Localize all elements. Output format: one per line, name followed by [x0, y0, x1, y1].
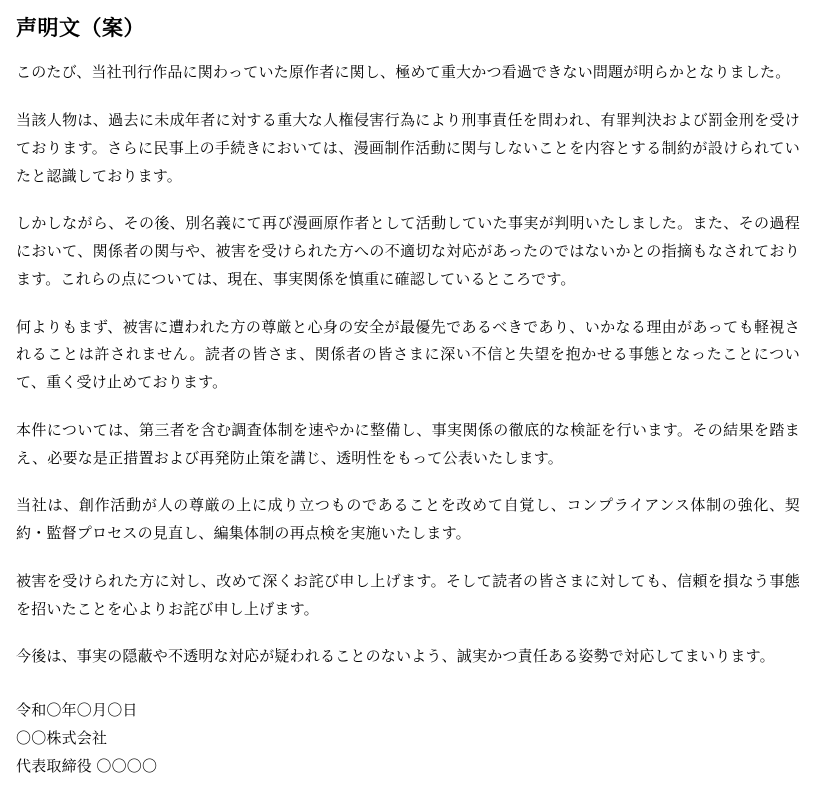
paragraph-5: 本件については、第三者を含む調査体制を速やかに整備し、事実関係の徹底的な検証を行います。その結果を踏まえ、必要な是正措置および再発防止策を講じ、透明性をもって公表いたします。 [16, 421, 800, 467]
paragraph-3: しかしながら、その後、別名義にて再び漫画原作者として活動していた事実が判明いたしました。また、その過程において、関係者の関与や、被害を受けられた方への不適切な対応があったのではないかとの指摘もなされております。これらの点については、現在、事実関係を慎重に確認しているところです。 [16, 215, 800, 288]
page-title: 声明文（案） [16, 17, 145, 40]
signature-company: 〇〇株式会社 [16, 729, 108, 747]
paragraph-4: 何よりもまず、被害に遭われた方の尊厳と心身の安全が最優先であるべきであり、いかなる理由があっても軽視されることは許されません。読者の皆さま、関係者の皆さまに深い不信と失望を抱かせる事態となったことについて、重く受け止めております。 [16, 318, 800, 392]
signature-date: 令和〇年〇月〇日 [16, 702, 138, 720]
signature-block [16, 697, 800, 780]
paragraph-2: 当該人物は、過去に未成年者に対する重大な人権侵害行為により刑事責任を問われ、有罪判決および罰金刑を受けております。さらに民事上の手続きにおいては、漫画制作活動に関与しないことを内容とする制約が設けられていたと認識しております。 [16, 112, 800, 185]
paragraph-7: 被害を受けられた方に対し、改めて深くお詫び申し上げます。そして読者の皆さまに対しても、信頼を損なう事態を招いたことを心よりお詫び申し上げます。 [16, 572, 800, 618]
paragraph-8: 今後は、事実の隠蔽や不透明な対応が疑われることのないよう、誠実かつ責任ある姿勢で対応してまいります。 [16, 648, 775, 666]
signature-representative: 代表取締役 〇〇〇〇 [16, 757, 158, 775]
paragraph-6: 当社は、創作活動が人の尊厳の上に成り立つものであることを改めて自覚し、コンプライアンス体制の強化、契約・監督プロセスの見直し、編集体制の再点検を実施いたします。 [16, 497, 800, 543]
paragraph-1: このたび、当社刊行作品に関わっていた原作者に関し、極めて重大かつ看過できない問題が明らかとなりました。 [16, 64, 791, 82]
